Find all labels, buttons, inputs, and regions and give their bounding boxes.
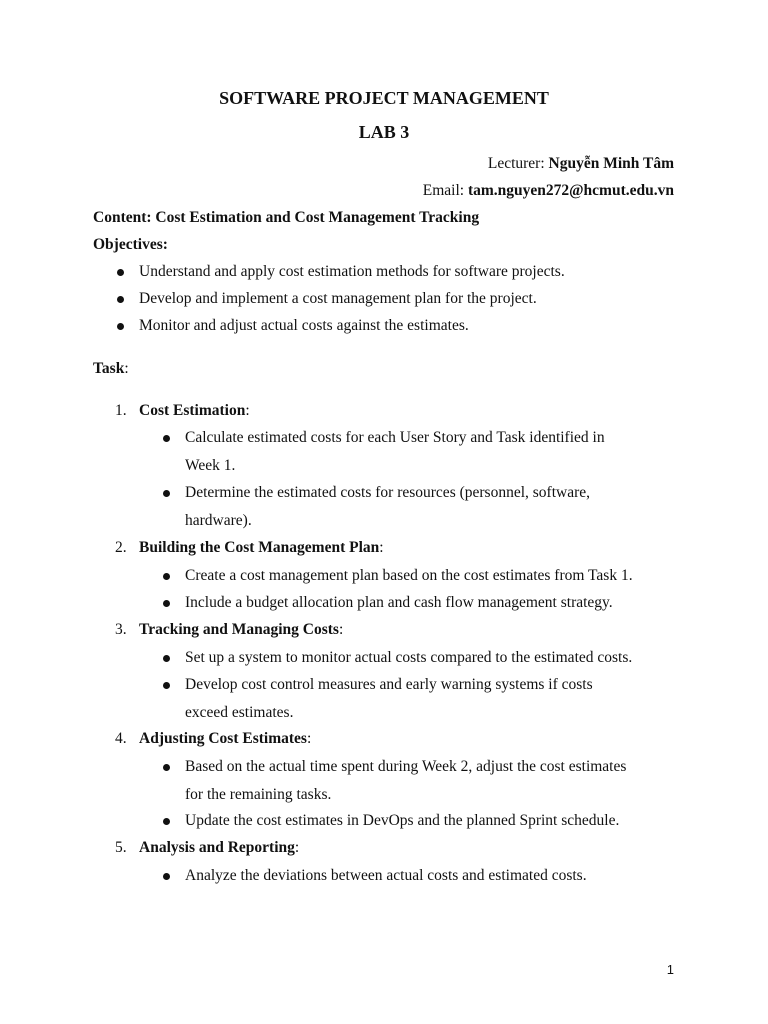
- task-bullet-line: hardware).: [185, 512, 252, 529]
- document-title: SOFTWARE PROJECT MANAGEMENT: [219, 88, 549, 108]
- lecturer-name: Nguyễn Minh Tâm: [548, 155, 674, 172]
- content-heading: Content: Cost Estimation and Cost Management Tracking: [93, 209, 480, 226]
- section-title: [139, 839, 299, 857]
- section-title: [139, 402, 250, 420]
- bullet-icon: [117, 269, 124, 276]
- section-title-colon: :: [245, 402, 250, 419]
- section-title-text: Analysis and Reporting: [139, 839, 295, 856]
- objective-item: Monitor and adjust actual costs against the estimates.: [139, 317, 469, 334]
- task-bullet-line: Develop cost control measures and early warning systems if costs: [185, 676, 593, 693]
- section-title-text: Building the Cost Management Plan: [139, 539, 380, 556]
- section-number: 3.: [115, 621, 127, 638]
- section-title-colon: :: [338, 621, 344, 638]
- section-number: 5.: [115, 839, 127, 856]
- bullet-icon: [163, 490, 170, 497]
- objective-item: Develop and implement a cost management plan for the project.: [139, 290, 537, 307]
- section-title-colon: :: [379, 539, 384, 556]
- objective-item: Understand and apply cost estimation methods for software projects.: [139, 263, 565, 280]
- email-label: Email:: [422, 182, 468, 199]
- task-bullet-line: Update the cost estimates in DevOps and the planned Sprint schedule.: [185, 812, 620, 829]
- section-title-colon: :: [306, 730, 312, 747]
- section-title: [139, 539, 384, 557]
- bullet-icon: [163, 600, 170, 607]
- task-bullet-line: Analyze the deviations between actual costs and estimated costs.: [185, 867, 587, 884]
- bullet-icon: [163, 655, 170, 662]
- email-value: tam.nguyen272@hcmut.edu.vn: [467, 182, 674, 199]
- objectives-heading: Objectives:: [93, 236, 168, 253]
- task-heading: [93, 360, 129, 378]
- section-title-colon: :: [294, 839, 300, 856]
- task-bullet-line: Set up a system to monitor actual costs compared to the estimated costs.: [185, 649, 633, 666]
- section-title-text: Cost Estimation: [139, 402, 246, 419]
- task-bullet-line: Based on the actual time spent during Week 2, adjust the cost estimates: [185, 758, 627, 775]
- task-colon: :: [124, 360, 129, 377]
- section-title-text: Adjusting Cost Estimates: [139, 730, 307, 747]
- page-number: 1: [666, 962, 674, 977]
- bullet-icon: [163, 682, 170, 689]
- bullet-icon: [117, 323, 124, 330]
- email-line: [423, 182, 674, 200]
- section-number: 2.: [115, 539, 127, 556]
- section-title: [139, 730, 311, 748]
- bullet-icon: [117, 296, 124, 303]
- bullet-icon: [163, 435, 170, 442]
- section-title: [139, 621, 343, 639]
- task-bullet-line: Create a cost management plan based on the cost estimates from Task 1.: [185, 567, 633, 584]
- task-bullet-line: for the remaining tasks.: [185, 786, 332, 803]
- lecturer-label: Lecturer:: [487, 155, 549, 172]
- section-number: 4.: [115, 730, 127, 747]
- task-label: Task: [93, 360, 125, 377]
- task-bullet-line: exceed estimates.: [185, 704, 294, 721]
- bullet-icon: [163, 873, 170, 880]
- bullet-icon: [163, 764, 170, 771]
- task-bullet-line: Include a budget allocation plan and cash flow management strategy.: [185, 594, 613, 611]
- lecturer-line: [488, 155, 674, 173]
- task-bullet-line: Week 1.: [185, 457, 236, 474]
- lab-number: LAB 3: [358, 122, 410, 142]
- task-bullet-line: Determine the estimated costs for resources (personnel, software,: [185, 484, 591, 501]
- bullet-icon: [163, 573, 170, 580]
- bullet-icon: [163, 818, 170, 825]
- section-number: 1.: [115, 402, 127, 419]
- task-bullet-line: Calculate estimated costs for each User Story and Task identified in: [185, 429, 605, 446]
- section-title-text: Tracking and Managing Costs: [139, 621, 339, 638]
